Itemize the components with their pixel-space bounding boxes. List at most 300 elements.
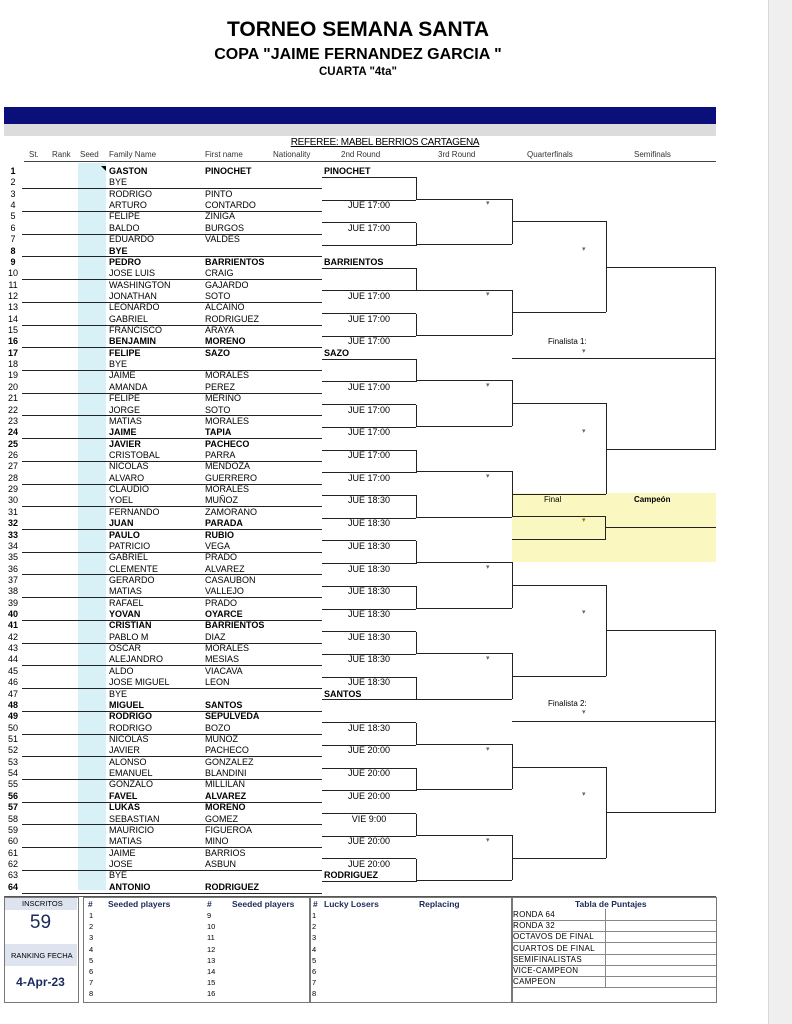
lucky-loser-number: 6 — [312, 967, 317, 976]
player-family-name: YOVAN — [109, 609, 141, 620]
row-number: 31 — [7, 506, 18, 517]
round3-line — [416, 835, 512, 836]
row-number: 36 — [7, 563, 18, 574]
row-number: 1 — [10, 166, 16, 176]
round2-line — [322, 677, 416, 678]
player-first-name: MUÑOZ — [205, 495, 238, 506]
player-family-name: LEONARDO — [109, 302, 160, 313]
round2-entry: RODRIGUEZ — [324, 870, 378, 881]
tabla-puntajes-header: Tabla de Puntajes — [575, 899, 647, 909]
match-separator — [22, 779, 322, 780]
player-first-name: MORALES — [205, 370, 250, 381]
player-first-name: MILLILAN — [205, 779, 246, 790]
round2-entry: PINOCHET — [324, 166, 371, 176]
row-number: 22 — [7, 404, 18, 415]
player-first-name: GUERRERO — [205, 472, 258, 483]
seed-number: 8 — [89, 989, 94, 999]
row-number: 60 — [7, 836, 18, 847]
match-separator — [22, 370, 322, 371]
match-separator — [22, 802, 322, 803]
dropdown-icon: ▾ — [486, 654, 490, 662]
row-number: 11 — [8, 279, 18, 290]
row-number: 50 — [7, 722, 18, 733]
round2-entry: JUE 18:30 — [347, 518, 391, 529]
row-number: 43 — [7, 643, 18, 654]
row-number: 45 — [7, 665, 18, 676]
header-band — [4, 107, 716, 124]
seeded-box — [83, 897, 311, 1003]
player-first-name: VIACAVA — [205, 665, 243, 676]
row-number: 4 — [10, 200, 16, 211]
seed-number: 2 — [89, 922, 94, 932]
player-family-name: BYE — [109, 688, 128, 699]
row-number: 57 — [7, 802, 18, 813]
player-family-name: FELIPE — [109, 393, 141, 404]
final-label: Final — [544, 495, 562, 504]
round2-line — [322, 881, 416, 882]
round3-bracket — [416, 859, 417, 882]
finalista-2-label: Finalista 2: — [548, 699, 587, 708]
player-family-name: CLEMENTE — [109, 563, 159, 574]
row-number: 26 — [7, 450, 18, 460]
row-number: 54 — [7, 768, 18, 779]
seeded-header-a: Seeded players — [108, 899, 171, 909]
player-first-name: SOTO — [205, 290, 231, 301]
row-number: 55 — [7, 779, 18, 790]
round3-line — [416, 335, 512, 336]
player-first-name: PINTO — [205, 188, 233, 199]
match-separator — [22, 279, 322, 280]
seeded-header-b: Seeded players — [232, 899, 295, 909]
round2-line — [322, 858, 416, 859]
seed-number: 13 — [207, 955, 216, 965]
puntaje-round: VICE-CAMPEON — [513, 965, 605, 977]
col-header-semifinals: Semifinals — [634, 150, 671, 159]
seed-number: 7 — [89, 978, 94, 988]
round2-entry: JUE 17:00 — [347, 472, 391, 483]
seed-number: 15 — [207, 978, 216, 988]
row-number: 19 — [7, 370, 18, 381]
finalist1-line — [512, 358, 716, 359]
row-number: 39 — [7, 597, 18, 608]
dropdown-icon: ▾ — [582, 348, 586, 355]
round2-entry: JUE 20:00 — [347, 745, 391, 756]
player-first-name: PRADO — [205, 597, 238, 608]
semi-line — [606, 630, 716, 631]
round2-line — [322, 654, 416, 655]
row-number: 28 — [7, 472, 18, 483]
row-number: 3 — [10, 188, 16, 199]
player-family-name: FERNANDO — [109, 506, 160, 517]
round2-entry: JUE 17:00 — [347, 313, 391, 324]
match-separator — [22, 870, 322, 871]
match-separator — [22, 234, 322, 235]
round2-line — [322, 177, 416, 178]
row-number: 49 — [7, 711, 18, 722]
round3-bracket — [416, 268, 417, 291]
lucky-loser-number: 3 — [312, 933, 317, 943]
quarter-line — [512, 403, 606, 404]
round3-bracket — [416, 723, 417, 746]
player-family-name: BYE — [109, 870, 128, 881]
round2-entry: JUE 20:00 — [347, 790, 391, 801]
seed-number: 10 — [207, 922, 216, 932]
col-header-quarterfinals: Quarterfinals — [527, 150, 573, 159]
player-family-name: LUKAS — [109, 802, 140, 813]
row-number: 58 — [7, 813, 18, 824]
round3-bracket — [416, 814, 417, 837]
row-number: 32 — [7, 518, 18, 529]
player-family-name: ALDO — [109, 665, 134, 676]
player-first-name: RODRIGUEZ — [205, 881, 259, 892]
puntaje-value-cell[interactable] — [605, 954, 716, 966]
player-first-name: ZAMORANO — [205, 506, 258, 517]
match-separator — [22, 211, 322, 212]
lucky-losers-header: Lucky Losers — [324, 899, 379, 909]
row-number: 30 — [7, 495, 18, 506]
round2-entry: JUE 18:30 — [347, 563, 391, 574]
player-family-name: AMANDA — [109, 381, 148, 392]
player-family-name: GONZALO — [109, 779, 154, 790]
round3-bracket — [416, 677, 417, 700]
dropdown-icon: ▾ — [582, 791, 586, 799]
round2-line — [322, 609, 416, 610]
round2-entry: JUE 17:00 — [347, 427, 391, 438]
player-family-name: NICOLAS — [109, 734, 149, 744]
seed-number: 9 — [207, 911, 212, 920]
player-first-name: MORALES — [205, 643, 250, 654]
row-number: 16 — [7, 336, 18, 347]
player-first-name: SANTOS — [205, 699, 243, 710]
round2-line — [322, 563, 416, 564]
round3-bracket — [416, 495, 417, 518]
player-family-name: JAVIER — [109, 745, 140, 756]
round2-line — [322, 472, 416, 473]
row-number: 2 — [10, 177, 16, 188]
player-first-name: MUÑOZ — [205, 734, 238, 744]
player-first-name: PACHECO — [205, 745, 249, 756]
quarter-line — [512, 676, 606, 677]
row-number: 35 — [7, 552, 18, 563]
inscritos-label: INSCRITOS — [22, 899, 63, 908]
player-first-name: BARRIENTOS — [205, 620, 265, 631]
player-family-name: SEBASTIAN — [109, 813, 160, 824]
player-first-name: SAZO — [205, 347, 231, 358]
puntaje-value-cell[interactable] — [605, 909, 716, 921]
dropdown-icon: ▾ — [486, 563, 490, 571]
player-family-name: CLAUDIO — [109, 484, 150, 495]
row-number: 42 — [7, 631, 18, 642]
round2-line — [322, 222, 416, 223]
round2-entry: JUE 17:00 — [347, 450, 391, 460]
player-first-name: BLANDINI — [205, 768, 247, 779]
seed-column — [78, 163, 106, 890]
round2-line — [322, 427, 416, 428]
match-separator — [22, 665, 322, 666]
row-number: 14 — [7, 313, 18, 324]
player-family-name: MATIAS — [109, 836, 142, 847]
round3-line — [416, 744, 512, 745]
match-separator — [22, 893, 322, 894]
player-first-name: ALVAREZ — [205, 563, 245, 574]
quarter-line — [512, 312, 606, 313]
row-number: 21 — [7, 393, 18, 404]
player-family-name: ALVARO — [109, 472, 145, 483]
round2-line — [322, 586, 416, 587]
player-first-name: BARRIOS — [205, 847, 246, 858]
round2-entry: JUE 18:30 — [347, 586, 391, 597]
round2-line — [322, 813, 416, 814]
round2-entry: JUE 17:00 — [347, 222, 391, 233]
player-first-name: PEREZ — [205, 381, 236, 392]
row-number: 33 — [7, 529, 18, 540]
player-family-name: JORGE — [109, 404, 141, 415]
row-number: 15 — [7, 325, 18, 336]
player-first-name: ALCAINO — [205, 302, 245, 313]
match-separator — [22, 529, 322, 530]
round3-bracket — [416, 359, 417, 382]
puntaje-value-cell[interactable] — [605, 965, 716, 977]
player-family-name: CRISTIAN — [109, 620, 152, 631]
puntaje-round: RONDA 32 — [513, 920, 605, 932]
round2-line — [322, 518, 416, 519]
player-first-name: BURGOS — [205, 222, 245, 233]
round3-bracket — [416, 405, 417, 428]
player-family-name: PATRICIO — [109, 540, 151, 551]
row-number: 37 — [7, 574, 18, 585]
match-separator — [22, 688, 322, 689]
round3-line — [416, 380, 512, 381]
player-first-name: MORENO — [205, 336, 246, 347]
round2-line — [322, 200, 416, 201]
dropdown-icon: ▾ — [486, 291, 490, 299]
player-family-name: CRISTOBAL — [109, 450, 160, 460]
player-first-name: SOTO — [205, 404, 231, 415]
player-family-name: FRANCISCO — [109, 325, 163, 336]
round2-entry: JUE 18:30 — [347, 609, 391, 620]
col-header-first: First name — [205, 150, 243, 159]
quarter-line — [512, 221, 606, 222]
round3-line — [416, 653, 512, 654]
row-number: 38 — [7, 586, 18, 597]
lucky-loser-number: 8 — [312, 989, 317, 999]
match-separator — [22, 824, 322, 825]
dropdown-icon: ▾ — [582, 517, 586, 524]
puntaje-round: RONDA 64 — [513, 909, 605, 921]
player-family-name: JAIME — [109, 427, 137, 438]
dropdown-icon: ▾ — [486, 745, 490, 753]
player-first-name: RUBIO — [205, 529, 234, 540]
row-number: 56 — [7, 790, 18, 801]
puntaje-value-cell[interactable] — [605, 920, 716, 932]
player-family-name: RODRIGO — [109, 722, 153, 733]
player-first-name: PRADO — [205, 552, 238, 563]
row-number: 18 — [7, 359, 18, 370]
quarter-line — [512, 585, 606, 586]
round2-line — [322, 495, 416, 496]
match-separator — [22, 461, 322, 462]
seed-number: 12 — [207, 944, 216, 954]
match-separator — [22, 438, 322, 439]
player-family-name: JAVIER — [109, 438, 141, 449]
player-first-name: DIAZ — [205, 631, 226, 642]
puntaje-round: CAMPEON — [513, 976, 605, 988]
row-number: 53 — [7, 756, 18, 767]
row-number: 6 — [10, 222, 16, 233]
player-first-name: GAJARDO — [205, 279, 249, 290]
puntaje-round: SEMIFINALISTAS — [513, 954, 605, 966]
finalista-1-label: Finalista 1: — [548, 337, 587, 346]
player-family-name: BALDO — [109, 222, 140, 233]
referee-name: REFEREE: MABEL BERRIOS CARTAGENA — [290, 137, 480, 148]
player-first-name: MERINO — [205, 393, 241, 404]
quarter-line — [512, 767, 606, 768]
player-family-name: ALONSO — [109, 756, 147, 767]
match-separator — [22, 256, 322, 257]
round3-line — [416, 517, 512, 518]
player-family-name: PEDRO — [109, 256, 142, 267]
player-family-name: ALEJANDRO — [109, 654, 164, 665]
match-separator — [22, 620, 322, 621]
match-separator — [22, 302, 322, 303]
player-first-name: CASAUBON — [205, 574, 256, 585]
player-family-name: BENJAMIN — [109, 336, 157, 347]
player-family-name: BYE — [109, 245, 128, 256]
player-family-name: ANTONIO — [109, 881, 151, 892]
dropdown-icon: ▾ — [486, 473, 490, 481]
round2-entry: JUE 20:00 — [347, 768, 391, 779]
player-first-name: CRAIG — [205, 268, 234, 279]
player-family-name: RODRIGO — [109, 711, 153, 722]
round2-entry: VIE 9:00 — [351, 813, 387, 824]
round2-line — [322, 290, 416, 291]
puntaje-value-cell[interactable] — [605, 931, 716, 943]
player-family-name: FELIPE — [109, 211, 141, 222]
seed-number: 11 — [207, 933, 215, 943]
round3-line — [416, 789, 512, 790]
round3-line — [416, 244, 512, 245]
match-separator — [22, 552, 322, 553]
round2-line — [322, 722, 416, 723]
tournament-title: TORNEO SEMANA SANTA — [226, 18, 490, 41]
dropdown-icon: ▾ — [486, 200, 490, 208]
round2-line — [322, 745, 416, 746]
player-family-name: JOSE — [109, 858, 133, 869]
col-header-round2: 2nd Round — [341, 150, 381, 159]
player-family-name: MIGUEL — [109, 699, 144, 710]
tournament-subtitle: COPA "JAIME FERNANDEZ GARCIA " — [214, 46, 502, 63]
round2-entry: JUE 20:00 — [347, 836, 391, 847]
row-number: 34 — [7, 540, 18, 551]
col-header-nationality: Nationality — [273, 150, 311, 159]
row-number: 24 — [7, 427, 18, 438]
round3-bracket — [416, 632, 417, 655]
col-header-st: St. — [29, 150, 39, 159]
seed-number: 1 — [89, 911, 94, 920]
seed-number: 6 — [89, 967, 94, 976]
player-first-name: MINO — [205, 836, 229, 847]
round3-line — [416, 880, 512, 881]
row-number: 27 — [7, 461, 18, 472]
player-family-name: JAIME — [109, 847, 136, 858]
row-number: 5 — [10, 211, 16, 222]
player-first-name: GONZALEZ — [205, 756, 254, 767]
row-number: 17 — [7, 347, 18, 358]
round3-line — [416, 608, 512, 609]
lucky-loser-number: 1 — [312, 911, 317, 920]
player-family-name: NICOLAS — [109, 461, 149, 472]
player-family-name: MATIAS — [109, 586, 142, 597]
lucky-loser-number: 2 — [312, 922, 317, 932]
row-number: 64 — [7, 881, 18, 892]
round3-line — [416, 426, 512, 427]
player-first-name: BOZO — [205, 722, 231, 733]
player-family-name: GABRIEL — [109, 552, 149, 563]
round2-line — [322, 404, 416, 405]
dropdown-icon: ▾ — [486, 836, 490, 844]
player-family-name: FAVEL — [109, 790, 138, 801]
round2-entry: JUE 17:00 — [347, 381, 391, 392]
lucky-loser-number: 4 — [312, 944, 317, 954]
player-first-name: MENDOZA — [205, 461, 250, 472]
round2-entry: JUE 18:30 — [347, 495, 391, 506]
player-family-name: ARTURO — [109, 200, 147, 211]
row-number: 59 — [7, 824, 18, 835]
match-separator — [22, 574, 322, 575]
col-header-family: Family Name — [109, 150, 157, 159]
round2-line — [322, 699, 416, 700]
lucky-loser-number: 5 — [312, 955, 317, 965]
row-number: 8 — [10, 245, 16, 256]
header-grey-band — [4, 124, 716, 136]
row-number: 63 — [7, 870, 18, 881]
seed-number: 14 — [207, 967, 216, 976]
dropdown-icon: ▾ — [582, 609, 586, 617]
dropdown-icon: ▾ — [582, 709, 586, 716]
round2-entry: JUE 17:00 — [347, 290, 391, 301]
player-first-name: ZINIGA — [205, 211, 236, 222]
player-family-name: GABRIEL — [109, 313, 149, 324]
puntaje-value-cell[interactable] — [605, 943, 716, 955]
row-number: 40 — [7, 609, 18, 620]
final-box-top — [512, 516, 606, 517]
row-number: 23 — [7, 415, 18, 426]
campeon-label: Campeón — [634, 495, 671, 504]
player-first-name: GOMEZ — [205, 813, 238, 824]
match-separator — [22, 188, 322, 189]
row-number: 25 — [7, 438, 18, 449]
puntaje-value-cell[interactable] — [605, 976, 716, 988]
round2-line — [322, 381, 416, 382]
quarter-line — [512, 858, 606, 859]
match-separator — [22, 506, 322, 507]
round3-bracket — [416, 586, 417, 609]
vertical-scrollbar[interactable] — [768, 0, 792, 1024]
row-number: 52 — [7, 745, 18, 756]
player-family-name: PABLO M — [109, 631, 149, 642]
lucky-loser-number: 7 — [312, 978, 317, 988]
round3-bracket — [416, 314, 417, 337]
round2-entry: BARRIENTOS — [324, 256, 384, 267]
player-first-name: BARRIENTOS — [205, 256, 265, 267]
seed-number: 4 — [89, 944, 94, 954]
row-number: 12 — [7, 290, 18, 301]
match-separator — [22, 325, 322, 326]
seed-number: 3 — [89, 933, 94, 943]
dropdown-icon: ▾ — [582, 427, 586, 435]
player-first-name: LEON — [205, 677, 230, 688]
round2-entry: JUE 17:00 — [347, 336, 391, 347]
